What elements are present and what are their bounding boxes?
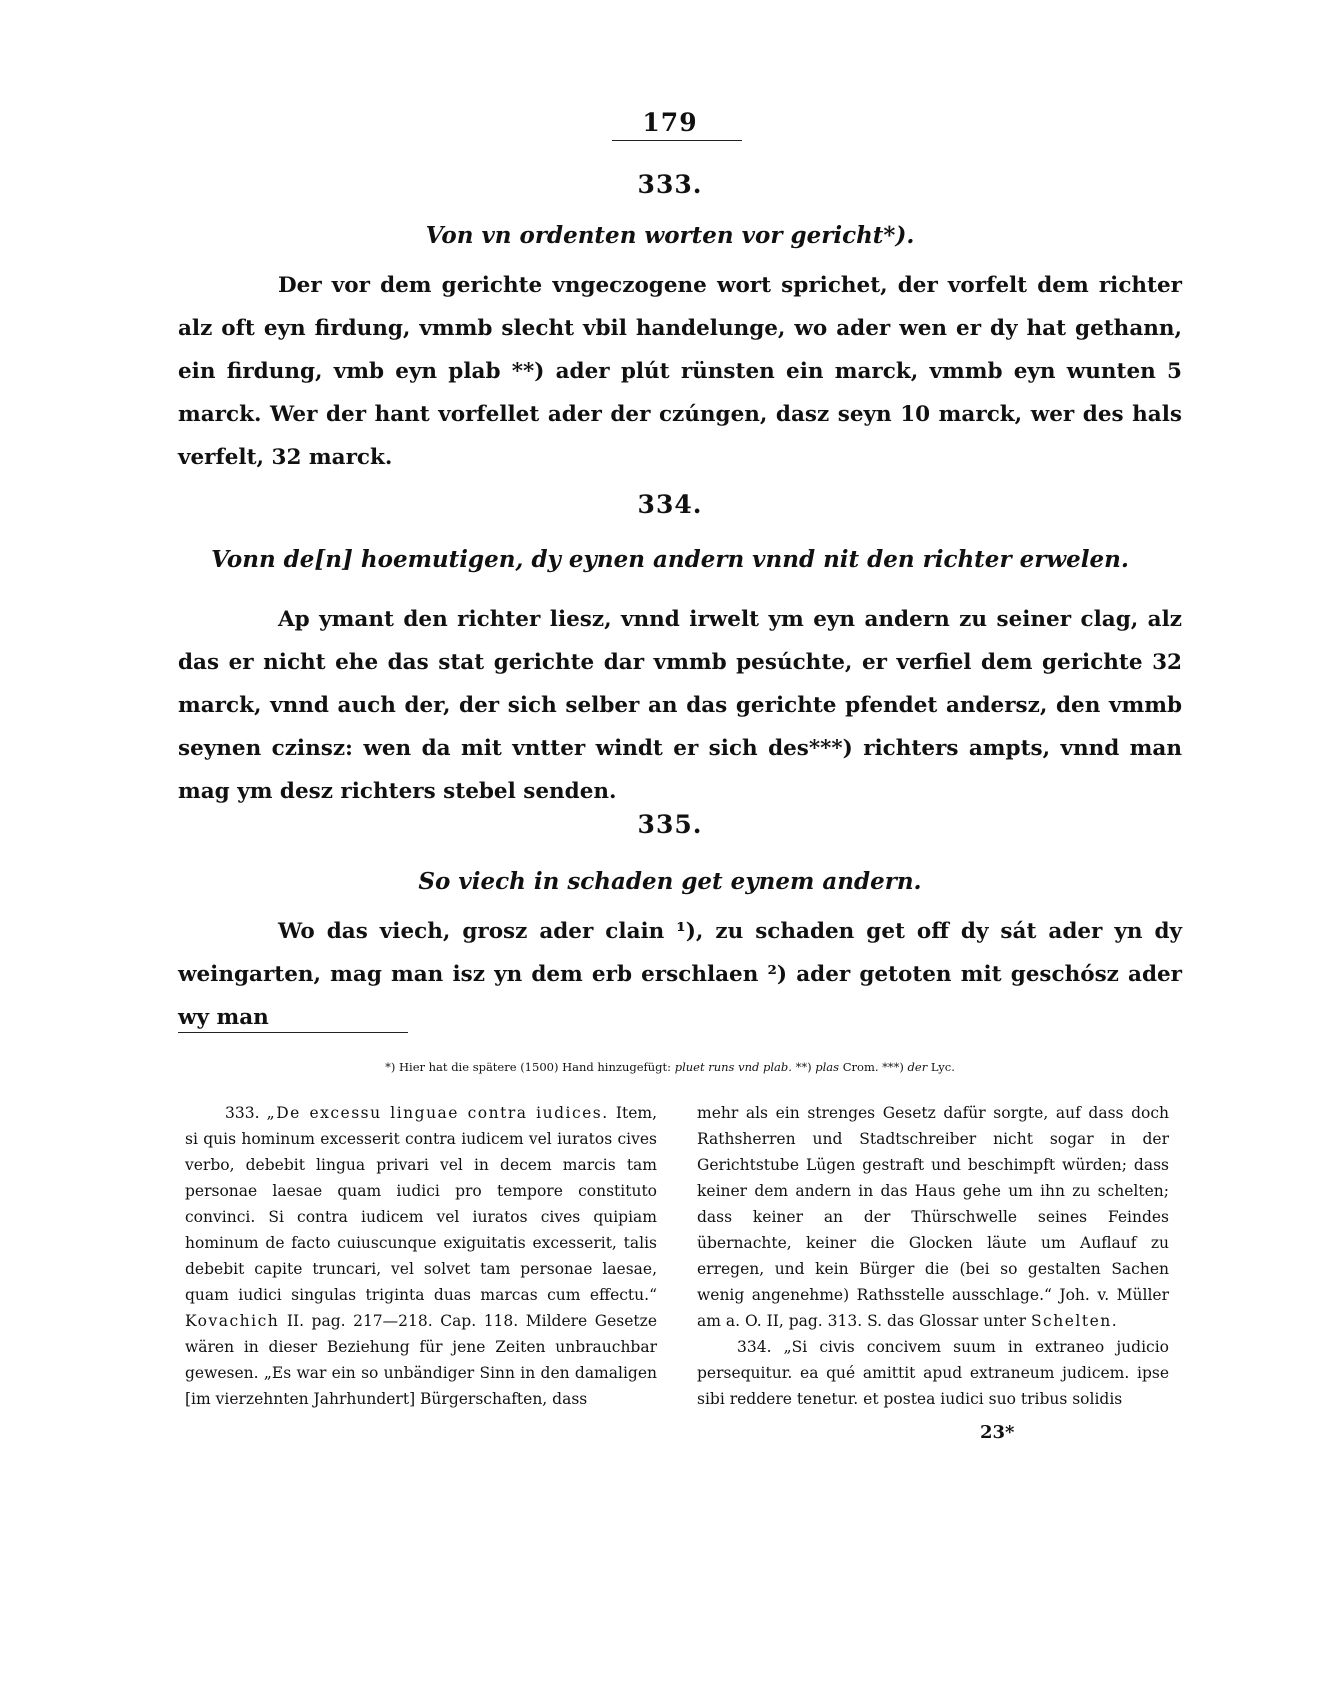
commentary-number-334: 334. xyxy=(737,1338,772,1356)
footnote-italic-1: pluet runs vnd plab. xyxy=(674,1060,792,1074)
footnote-italic-2: plas xyxy=(815,1060,840,1074)
commentary-tail-333: II. pag. 217—218. Cap. 118. Mildere Gesetze wären in dieser Beziehung für jene Zeiten unbrauchbar gewesen. „Es war ein so unbändiger Sinn in den damaligen [im vierzehnten Jahrhundert] Bürgerschaften, dass xyxy=(185,1312,657,1408)
section-text-334: Ap ymant den richter liesz, vnnd irwelt ym eyn andern zu seiner clag, alz das er nicht ehe das stat gerichte dar vmmb pesúchte, er verfiel dem gerichte 32 marck, vnnd auch der, der sich selber an das gerichte pfendet andersz, den vmmb seynen czinsz: wen da mit vntter windt er sich des***) richters ampts, vnnd man mag ym desz richters stebel senden. xyxy=(178,607,1182,804)
commentary-quote-333: „De excessu linguae contra iudices. xyxy=(266,1104,609,1122)
page-number: 179 xyxy=(642,108,698,137)
commentary-paragraph-334 xyxy=(697,1334,1169,1412)
footnote-line xyxy=(0,1060,1340,1074)
section-text-333: Der vor dem gerichte vngeczogene wort sprichet, der vorfelt dem richter alz oft eyn firdung, vmmb slecht vbil handelunge, wo ader wen er dy hat gethann, ein firdung, vmb eyn plab **) ader plút rünsten ein marck, vmmb eyn wunten 5 marck. Wer der hant vorfellet ader der czúngen, dasz seyn 10 marck, wer des hals verfelt, 32 marck. xyxy=(178,273,1182,470)
footnote-text-1: *) Hier hat die spätere (1500) Hand hinzugefügt: xyxy=(385,1060,675,1074)
commentary-text-334: „Si civis concivem suum in extraneo judicio persequitur. ea qué amittit apud extraneum judicem. ipse sibi reddere tenetur. et postea iudici suo tribus solidis xyxy=(697,1338,1169,1408)
commentary-continuation-text: mehr als ein strenges Gesetz dafür sorgte, auf dass doch Rathsherren und Stadtschreiber nicht sogar in der Gerichtstube Lügen gestraft und beschimpft würden; dass keiner dem andern in das Haus gehe um ihn zu schelten; dass keiner an der Thürschwelle seines Feindes übernachte, keiner die Glocken läute um Auflauf zu erregen, und kein Bürger die (bei so gestalten Sachen wenig angenehme) Rathsstelle ausschlage.“ Joh. v. Müller am a. O. II, pag. 313. S. das Glossar unter xyxy=(697,1104,1169,1330)
commentary-text-333: Item, si quis hominum excesserit contra iudicem vel iuratos cives verbo, debebit lingua privari vel in decem marcis tam personae laesae quam iudici pro tempore constituto convinci. Si contra iudicem vel iuratos cives quipiam hominum de facto cuiuscunque exiguitatis excesserit, talis debebit capite truncari, vel solvet tam personae laesae, quam iudici singulas triginta duas marcas cum effectu.“ xyxy=(185,1104,657,1304)
commentary-glossary-word: Schelten. xyxy=(1030,1312,1119,1330)
commentary-number-333: 333. xyxy=(225,1104,260,1122)
commentary-right-column xyxy=(697,1100,1169,1412)
commentary-author: Kovachich xyxy=(185,1312,280,1330)
section-number-335: 335. xyxy=(637,810,703,839)
section-number-334: 334. xyxy=(637,490,703,519)
footnote-text-3: Crom. ***) xyxy=(839,1060,908,1074)
section-number-333: 333. xyxy=(637,170,703,199)
footnote-text-4: Lyc. xyxy=(927,1060,955,1074)
section-body-335 xyxy=(178,910,1182,1039)
section-title-334: Vonn de[n] hoemutigen, dy eynen andern vnnd nit den richter erwelen. xyxy=(211,546,1129,573)
section-text-335: Wo das viech, grosz ader clain ¹), zu schaden get off dy sát ader yn dy weingarten, mag man isz yn dem erb erschlaen ²) ader getoten mit geschósz ader wy man xyxy=(178,919,1182,1030)
section-body-334 xyxy=(178,598,1182,813)
signature-mark: 23* xyxy=(980,1422,1015,1443)
commentary-continuation xyxy=(697,1100,1169,1334)
page-number-rule xyxy=(612,140,742,141)
footnote-rule xyxy=(178,1032,408,1033)
footnote-text-2: **) xyxy=(791,1060,816,1074)
footnote-italic-3: der xyxy=(907,1060,928,1074)
commentary-paragraph-333 xyxy=(185,1100,657,1412)
section-title-335: So viech in schaden get eynem andern. xyxy=(418,868,922,895)
commentary-left-column xyxy=(185,1100,657,1412)
section-body-333 xyxy=(178,264,1182,479)
section-title-333: Von vn ordenten worten vor gericht*). xyxy=(425,222,915,249)
